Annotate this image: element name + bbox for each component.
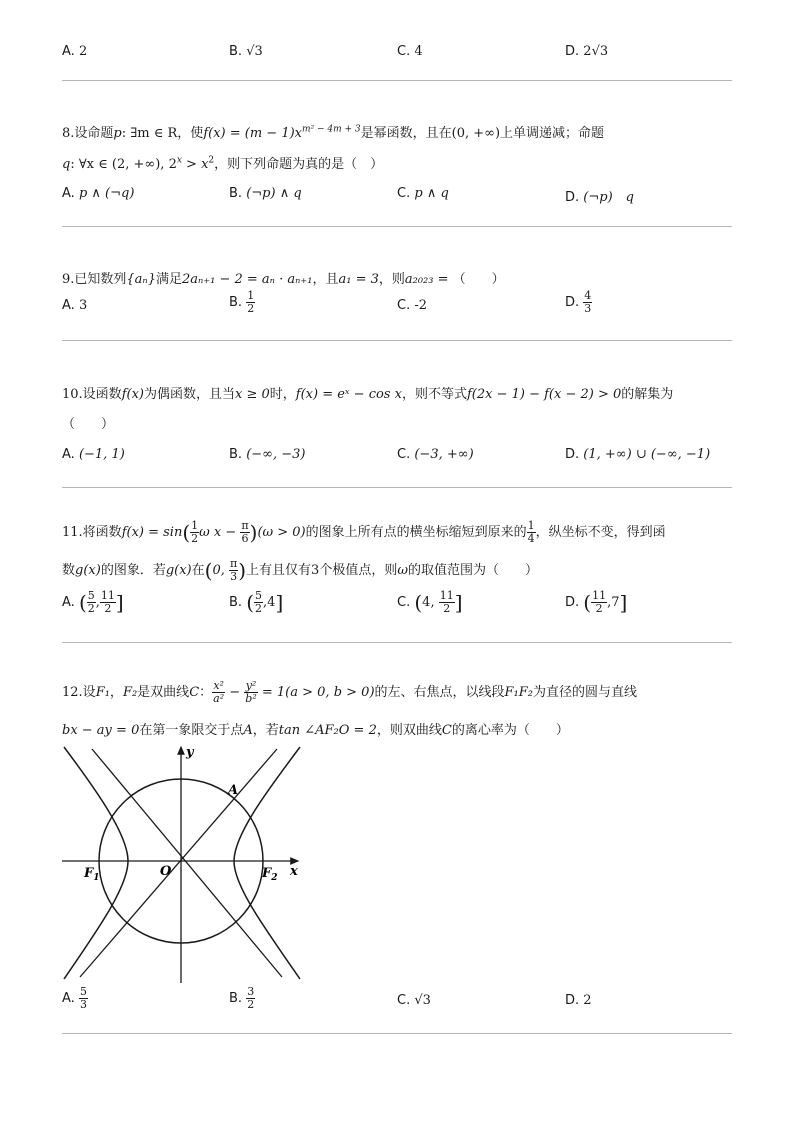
q10-option-b: B. (−∞, −3): [229, 447, 306, 462]
hyperbola-right-branch: [234, 747, 300, 979]
q11-option-d: D. ( $\frac{11}{2}$ ,7]: [565, 589, 628, 616]
q10-line-1: 10.设函数f(x)为偶函数，且当x ≥ 0时，f(x) = eˣ − cos x，则不等式f(2x − 1) − f(x − 2) > 0的解集为: [62, 387, 674, 402]
q10-option-a: A. (−1, 1): [62, 447, 125, 462]
q8-option-a: A. p ∧ (¬q): [62, 186, 135, 201]
q11-line-1: 11.将函数f(x) = sin( $\frac{1}{2}$ ω x − $\frac{\pi}{6}$ )(ω > 0)的图象上所有点的横坐标缩短到原来的 $\frac{1}{4}$ ，纵坐标不变，得到函: [62, 519, 666, 546]
q9-stem: 9.已知数列{aₙ}满足2aₙ₊₁ − 2 = aₙ · aₙ₊₁，且a₁ = 3，则a₂₀₂₃ = （ ）: [62, 272, 505, 287]
q9-option-a: A. 3: [62, 298, 88, 313]
q10-option-d: D. (1, +∞) ∪ (−∞, −1): [565, 447, 711, 462]
q8-option-c: C. p ∧ q: [397, 186, 449, 201]
separator: [62, 642, 732, 643]
q8-line-2: q: ∀x ∈ (2, +∞), $2^x > x^2$，则下列命题为真的是（ ）: [62, 155, 384, 172]
label-x: x: [290, 864, 298, 879]
label-f1: $F_1$: [84, 866, 100, 883]
q12-option-c: C. √3: [397, 993, 431, 1008]
label-o: O: [160, 864, 172, 879]
hyperbola-figure: [62, 743, 302, 986]
label-a: A: [228, 783, 239, 798]
q7-option-d: D. 2√3: [565, 44, 609, 59]
q9-option-c: C. -2: [397, 298, 428, 313]
separator: [62, 80, 732, 81]
q9-option-b: B. $\frac{1}{2}$: [229, 289, 255, 316]
q10-line-2: （ ）: [62, 417, 115, 432]
q10-option-c: C. (−3, +∞): [397, 447, 474, 462]
label-f2: $F_2$: [262, 866, 278, 883]
q11-option-b: B. ( $\frac{5}{2}$ ,4]: [229, 589, 284, 616]
separator: [62, 340, 732, 341]
q9-option-d: D. $\frac{4}{3}$: [565, 289, 592, 316]
q7-option-a: A. 2: [62, 44, 88, 59]
q12-option-a: A. $\frac{5}{3}$: [62, 985, 87, 1012]
q12-option-b: B. $\frac{3}{2}$: [229, 985, 255, 1012]
q12-line-1: 12.设F₁，F₂是双曲线C： $\frac{\text{x²}}{\text{a²}}$ − $\frac{\text{y²}}{\text{b²}}$ = 1(a > 0, b > 0)的左、右焦点，以线段F₁F₂为直径的圆与直线: [62, 679, 638, 706]
q7-option-c: C. 4: [397, 44, 423, 59]
q12-line-2: bx − ay = 0在第一象限交于点A，若tan ∠AF₂O = 2，则双曲线C的离心率为（ ）: [62, 723, 569, 738]
hyperbola-left-branch: [64, 747, 128, 979]
q11-option-c: C. (4, $\frac{11}{2}$ ]: [397, 589, 463, 616]
separator: [62, 1033, 732, 1034]
q8-line-1: 8.设命题p: ∃m ∈ R，使$f(x) = (m - 1)x^{m^2 - 4m + 3}$是幂函数，且在(0, +∞)上单调递减；命题: [62, 124, 605, 141]
q8-option-d: D. (¬p) q: [565, 190, 634, 205]
q11-option-a: A. ( $\frac{5}{2}$ , $\frac{11}{2}$ ]: [62, 589, 124, 616]
q12-option-d: D. 2: [565, 993, 592, 1008]
q11-line-2: 数g(x)的图象．若g(x)在(0, $\frac{\pi}{3}$ )上有且仅有3个极值点，则ω的取值范围为（ ）: [62, 557, 538, 584]
label-y: y: [186, 745, 194, 760]
q7-option-b: B. √3: [229, 44, 263, 59]
q8-option-b: B. (¬p) ∧ q: [229, 186, 302, 201]
separator: [62, 487, 732, 488]
separator: [62, 226, 732, 227]
